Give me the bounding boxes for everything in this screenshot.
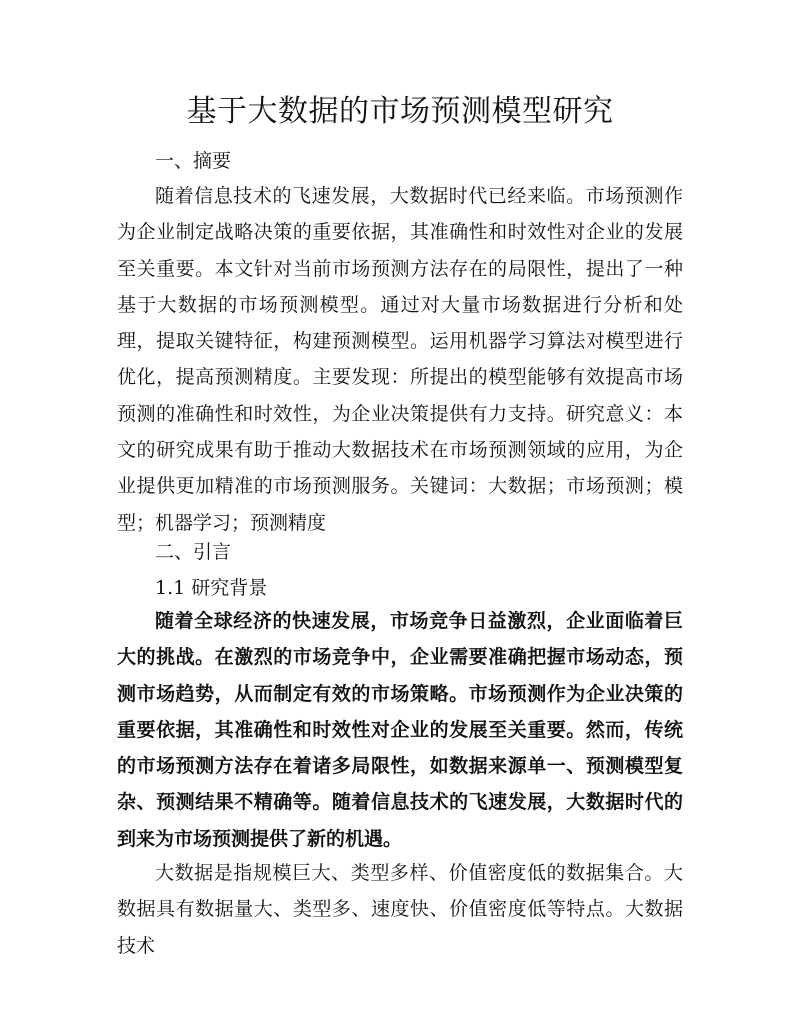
- background-normal-body: [117, 855, 683, 964]
- document-title: 基于大数据的市场预测模型研究: [186, 94, 614, 129]
- background-bold-body: [117, 603, 683, 857]
- subsection-heading-background: 1.1 研究背景: [155, 577, 268, 599]
- background-paragraph-normal: 大数据是指规模巨大、类型多样、价值密度低的数据集合。大数据具有数据量大、类型多、速度快、价值密度低等特点。大数据技术: [117, 862, 683, 957]
- abstract-body: [117, 178, 683, 541]
- abstract-paragraph: 随着信息技术的飞速发展，大数据时代已经来临。市场预测作为企业制定战略决策的重要依据，其准确性和时效性对企业的发展至关重要。本文针对当前市场预测方法存在的局限性，提出了一种基于大数据的市场预测模型。通过对大量市场数据进行分析和处理，提取关键特征，构建预测模型。运用机器学习算法对模型进行优化，提高预测精度。主要发现：所提出的模型能够有效提高市场预测的准确性和时效性，为企业决策提供有力支持。研究意义：本文的研究成果有助于推动大数据技术在市场预测领域的应用，为企业提供更加精准的市场预测服务。关键词：大数据；市场预测；模型；机器学习；预测精度: [117, 185, 683, 534]
- section-heading-abstract: 一、摘要: [155, 150, 232, 172]
- section-heading-introduction: 二、引言: [155, 541, 232, 563]
- background-paragraph-bold: 随着全球经济的快速发展，市场竞争日益激烈，企业面临着巨大的挑战。在激烈的市场竞争中，企业需要准确把握市场动态，预测市场趋势，从而制定有效的市场策略。市场预测作为企业决策的重要依据，其准确性和时效性对企业的发展至关重要。然而，传统的市场预测方法存在着诸多局限性，如数据来源单一、预测模型复杂、预测结果不精确等。随着信息技术的飞速发展，大数据时代的到来为市场预测提供了新的机遇。: [117, 610, 683, 850]
